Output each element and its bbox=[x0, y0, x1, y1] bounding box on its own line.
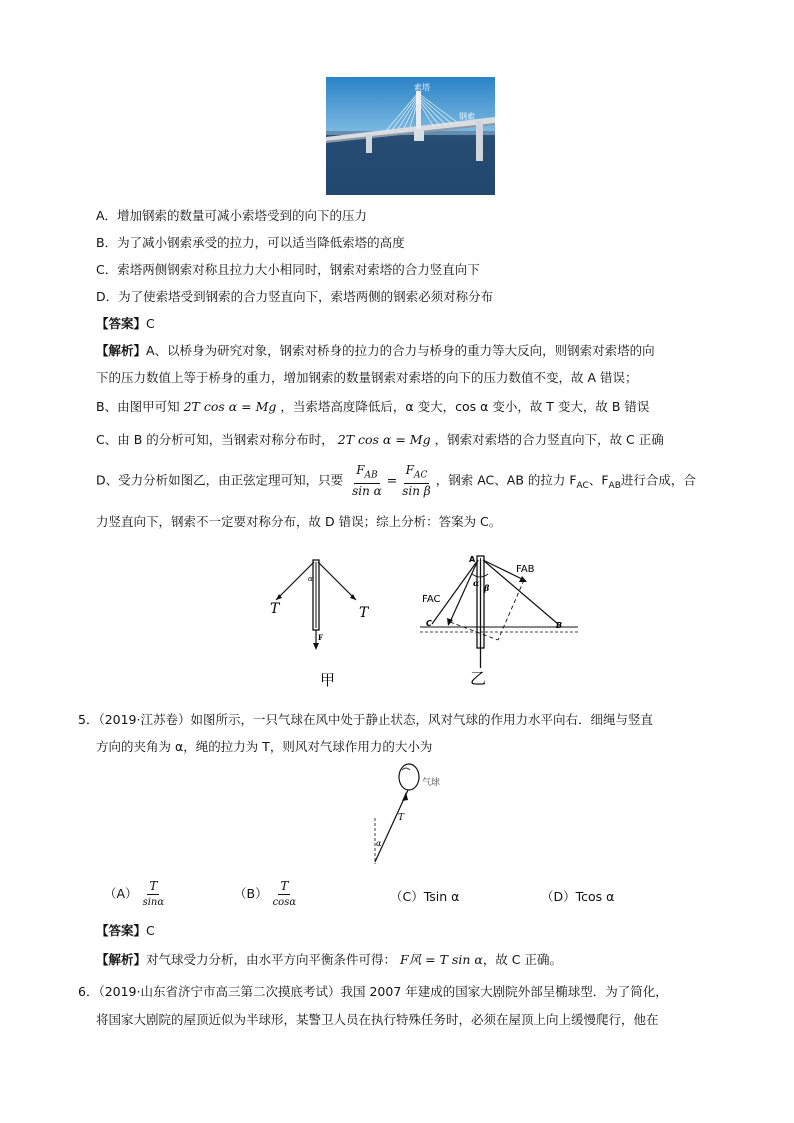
frac1-sub: AB bbox=[364, 470, 378, 481]
frac1-den: sin α bbox=[352, 484, 382, 499]
frac2-num: F bbox=[405, 463, 414, 477]
d-prefix: D、受力分析如图乙，由正弦定理可知，只要 bbox=[96, 472, 344, 488]
c-suffix: ，钢索对索塔的合力竖直向下，故 C 正确 bbox=[434, 432, 664, 447]
q5-option-a-fraction bbox=[141, 879, 167, 910]
force-label: F bbox=[318, 633, 323, 642]
answer-value: C bbox=[146, 316, 155, 331]
q5-a-num: T bbox=[149, 879, 158, 893]
c-prefix: C、由 B 的分析可知，当钢索对称分布时， bbox=[96, 432, 334, 447]
frac2-sub: AC bbox=[413, 470, 428, 481]
tension-left-label: T bbox=[270, 601, 280, 617]
force-ab-label: FAB bbox=[516, 564, 535, 575]
q5-b-den: cosα bbox=[272, 897, 297, 908]
d-fraction-ac bbox=[400, 463, 432, 499]
q5-option-a-tag: （A） bbox=[104, 886, 138, 901]
point-a-label: A bbox=[469, 555, 476, 564]
tower-label: 索塔 bbox=[414, 83, 430, 92]
q5-analysis-equation: F风 = T sin α bbox=[400, 952, 483, 967]
d-suffix: ，钢索 AC、AB 的拉力 F bbox=[435, 472, 577, 488]
b-equation: 2T cos α = Mg bbox=[183, 399, 277, 414]
q4-option-d: D．为了使索塔受到钢索的合力竖直向下，索塔两侧的钢索必须对称分布 bbox=[96, 289, 494, 304]
q5-stem-line1: 5．（2019·江苏卷）如图所示，一只气球在风中处于静止状态，风对气球的作用力水平向右．细绳与竖直 bbox=[78, 712, 653, 727]
q5-answer-value: C bbox=[146, 923, 155, 938]
q4-option-b: B．为了减小钢索承受的拉力，可以适当降低索塔的高度 bbox=[96, 235, 405, 250]
figure-yi bbox=[416, 550, 582, 688]
d-fraction-ab bbox=[350, 463, 384, 499]
q5-analysis bbox=[96, 951, 562, 969]
frac2-den: sin β bbox=[402, 484, 431, 499]
figure-jia bbox=[262, 558, 392, 688]
answer-tag: 【答案】 bbox=[96, 316, 147, 331]
q6-stem-line1: 6．（2019·山东省济宁市高三第二次摸底考试）我国 2007 年建成的国家大剧院外部呈椭球型．为了简化， bbox=[78, 984, 668, 999]
q5-answer-tag: 【答案】 bbox=[96, 923, 147, 938]
q5-stem-line2: 方向的夹角为 α，绳的拉力为 T，则风对气球作用力的大小为 bbox=[96, 739, 433, 754]
d-end: 进行合成，合 bbox=[620, 472, 696, 488]
q4-analysis-b bbox=[96, 398, 649, 416]
d-sub2: AB bbox=[608, 481, 621, 492]
q6-stem-line2: 将国家大剧院的屋顶近似为半球形，某警卫人员在执行特殊任务时，必须在屋顶上向上缓慢爬行，他在 bbox=[96, 1012, 659, 1027]
figure-yi-caption: 乙 bbox=[470, 669, 487, 688]
q5-b-num: T bbox=[280, 879, 289, 893]
q5-a-den: sinα bbox=[142, 897, 165, 908]
q5-option-a bbox=[104, 879, 169, 910]
frac1-num: F bbox=[356, 463, 365, 477]
bridge-photo bbox=[326, 77, 495, 195]
figure-jia-caption: 甲 bbox=[320, 671, 336, 688]
q4-answer bbox=[96, 315, 155, 333]
q5-option-b-fraction bbox=[271, 879, 299, 910]
rope-angle-label: α bbox=[376, 839, 382, 848]
q4-analysis-last: 力竖直向下，钢索不一定要对称分布，故 D 错误；综上分析：答案为 C。 bbox=[96, 514, 502, 529]
force-ac-label: FAC bbox=[422, 594, 441, 605]
rope-tension-label: T bbox=[398, 813, 405, 823]
q5-analysis-tag: 【解析】 bbox=[96, 952, 147, 967]
alpha-label: α bbox=[308, 575, 313, 583]
q5-analysis-prefix: 对气球受力分析，由水平方向平衡条件可得： bbox=[146, 952, 397, 967]
tension-right-label: T bbox=[359, 605, 369, 621]
q5-option-b bbox=[234, 879, 301, 910]
q5-option-b-tag: （B） bbox=[234, 886, 268, 901]
c-equation: 2T cos α = Mg bbox=[337, 432, 431, 447]
q4-option-a: A．增加钢索的数量可减小索塔受到的向下的压力 bbox=[96, 208, 368, 223]
analysis-tag: 【解析】 bbox=[96, 343, 147, 358]
beta-label: β bbox=[484, 583, 490, 593]
q5-analysis-suffix: ，故 C 正确。 bbox=[482, 952, 562, 967]
d-mid: 、F bbox=[588, 472, 609, 488]
point-c-label: C bbox=[426, 619, 432, 628]
q4-option-c: C．索塔两侧钢索对称且拉力大小相同时，钢索对索塔的合力竖直向下 bbox=[96, 262, 480, 277]
balloon-figure bbox=[362, 760, 452, 866]
q4-analysis-d: D、受力分析如图乙，由正弦定理可知，只要 $\frac{F_{AB}}{\text{sin α}}$ = $\frac{F_{AC}}{\text{sin β}}$ ，钢索 AC、AB 的拉力 $F_{AC}$、$F_{AB}$进行合成，合 bbox=[96, 463, 696, 499]
balloon-label: 气球 bbox=[422, 778, 441, 788]
q5-option-d: （D）Tcos α bbox=[541, 889, 615, 904]
q4-analysis-line1 bbox=[96, 342, 655, 360]
cable-label: 钢索 bbox=[459, 112, 475, 121]
point-b-label: B bbox=[556, 621, 563, 630]
q5-option-c: （C）Tsin α bbox=[390, 889, 460, 904]
analysis-text: A、以桥身为研究对象，钢索对桥身的拉力的合力与桥身的重力等大反向，则钢索对索塔的向 bbox=[146, 343, 655, 358]
q4-analysis-c bbox=[96, 431, 664, 449]
q5-answer bbox=[96, 922, 155, 940]
b-prefix: B、由图甲可知 bbox=[96, 399, 180, 414]
q4-analysis-line2: 下的压力数值上等于桥身的重力，增加钢索的数量钢索对索塔的向下的压力数值不变，故 A 错误； bbox=[96, 370, 638, 385]
alpha-label: α bbox=[473, 578, 480, 588]
d-sub1: AC bbox=[576, 481, 589, 492]
b-suffix: ，当索塔高度降低后，α 变大，cos α 变小，故 T 变大，故 B 错误 bbox=[280, 399, 650, 414]
